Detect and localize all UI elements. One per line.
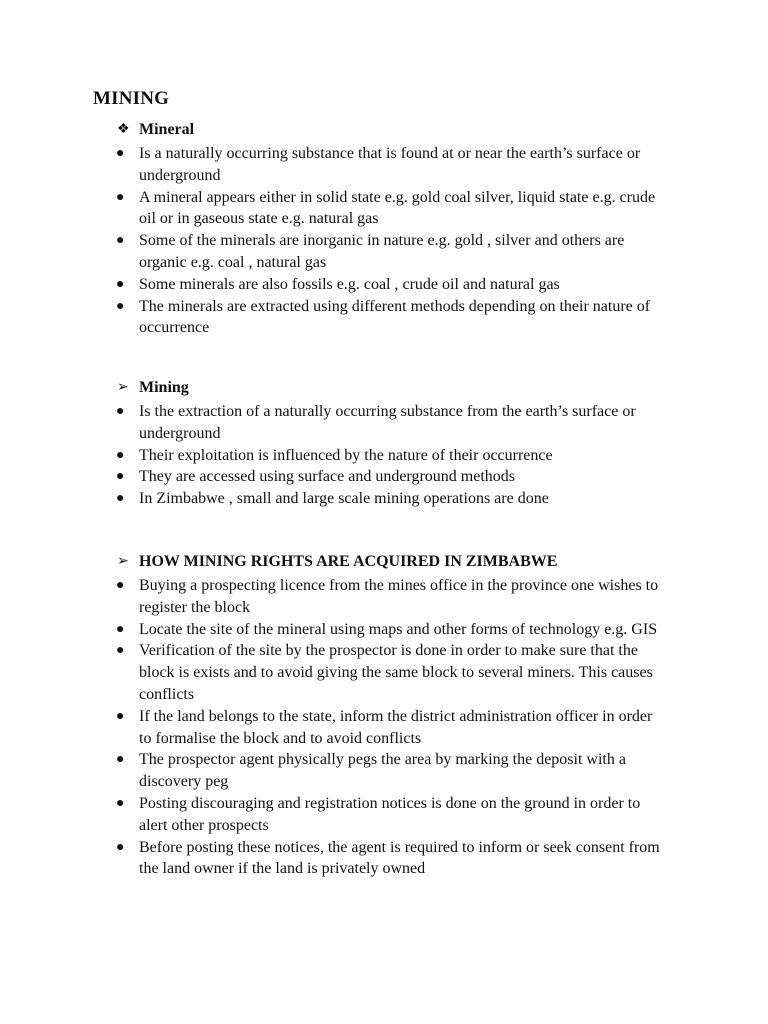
bullet-icon: ● bbox=[116, 298, 125, 314]
arrow-bullet-icon: ➢ bbox=[117, 554, 129, 569]
list-item-text: Is a naturally occurring substance that is found at or near the earth’s surface or underground bbox=[139, 145, 641, 184]
list-item-text: Their exploitation is influenced by the nature of their occurrence bbox=[139, 446, 553, 464]
bullet-icon: ● bbox=[116, 404, 125, 419]
section-heading bbox=[0, 553, 768, 575]
list-item bbox=[0, 575, 768, 619]
section-mineral bbox=[0, 121, 768, 339]
bullet-icon: ● bbox=[116, 621, 125, 637]
list-item-text: Buying a prospecting licence from the mines office in the province one wishes to register the block bbox=[139, 577, 659, 616]
bullet-icon: ● bbox=[116, 276, 125, 292]
list-item bbox=[0, 706, 768, 750]
list-item-text: The prospector agent physically pegs the area by marking the deposit with a discovery peg bbox=[139, 751, 626, 791]
bullet-icon: ● bbox=[116, 578, 125, 593]
bullet-icon: ● bbox=[116, 146, 125, 161]
list-item-text: Some minerals are also fossils e.g. coal , crude oil and natural gas bbox=[139, 275, 560, 293]
list-item-text: A mineral appears either in solid state e.g. gold coal silver, liquid state e.g. crude oil or in gaseous state e.g. natural gas bbox=[139, 188, 656, 228]
bullet-icon: ● bbox=[116, 795, 125, 811]
list-item-text: Before posting these notices, the agent is required to inform or seek consent from the land owner if the land is privately owned bbox=[139, 838, 660, 878]
bullet-icon: ● bbox=[116, 469, 125, 485]
list-item bbox=[0, 143, 768, 187]
list-item-text: Some of the minerals are inorganic in nature e.g. gold , silver and others are organic e.g. coal , natural gas bbox=[139, 232, 625, 271]
list-item-text: In Zimbabwe , small and large scale mining operations are done bbox=[139, 490, 549, 508]
list-item bbox=[0, 466, 768, 488]
section-heading bbox=[0, 121, 768, 143]
list-item bbox=[0, 793, 768, 837]
document-title: MINING bbox=[93, 88, 170, 109]
bullet-icon: ● bbox=[116, 839, 125, 855]
list-item bbox=[0, 401, 768, 445]
list-item bbox=[0, 274, 768, 296]
list-item-text: Verification of the site by the prospector is done in order to make sure that the block is exists and to avoid giving the same block to several miners. This causes conflicts bbox=[139, 642, 653, 703]
bullet-list bbox=[0, 401, 768, 510]
list-item bbox=[0, 837, 768, 881]
list-item bbox=[0, 445, 768, 467]
list-item bbox=[0, 619, 768, 641]
list-item-text: Posting discouraging and registration notices is done on the ground in order to alert other prospects bbox=[139, 794, 641, 834]
list-item bbox=[0, 488, 768, 510]
bullet-icon: ● bbox=[116, 233, 125, 249]
bullet-icon: ● bbox=[116, 752, 125, 768]
list-item-text: Is the extraction of a naturally occurring substance from the earth’s surface or underground bbox=[139, 403, 636, 442]
section-mining-rights bbox=[0, 553, 768, 880]
bullet-icon: ● bbox=[116, 189, 125, 205]
list-item-text: Locate the site of the mineral using maps and other forms of technology e.g. GIS bbox=[139, 620, 658, 638]
bullet-icon: ● bbox=[116, 491, 125, 507]
bullet-icon: ● bbox=[116, 643, 125, 659]
list-item-text: If the land belongs to the state, inform the district administration officer in order to formalise the block and to avoid conflicts bbox=[139, 707, 653, 747]
bullet-list bbox=[0, 575, 768, 880]
diamond-bullet-icon: ❖ bbox=[117, 122, 130, 137]
section-heading-text: Mineral bbox=[139, 121, 195, 138]
list-item bbox=[0, 187, 768, 231]
list-item bbox=[0, 230, 768, 274]
list-item-text: The minerals are extracted using different methods depending on their nature of occurrence bbox=[139, 297, 651, 337]
list-item bbox=[0, 296, 768, 340]
bullet-icon: ● bbox=[116, 447, 125, 463]
section-mining bbox=[0, 379, 768, 510]
bullet-icon: ● bbox=[116, 708, 125, 724]
list-item-text: They are accessed using surface and underground methods bbox=[139, 468, 516, 486]
section-heading-text: HOW MINING RIGHTS ARE ACQUIRED IN ZIMBABWE bbox=[139, 553, 558, 570]
section-heading-text: Mining bbox=[139, 379, 189, 396]
arrow-bullet-icon: ➢ bbox=[117, 380, 129, 395]
bullet-list bbox=[0, 143, 768, 339]
list-item bbox=[0, 749, 768, 793]
list-item bbox=[0, 640, 768, 705]
section-heading bbox=[0, 379, 768, 401]
